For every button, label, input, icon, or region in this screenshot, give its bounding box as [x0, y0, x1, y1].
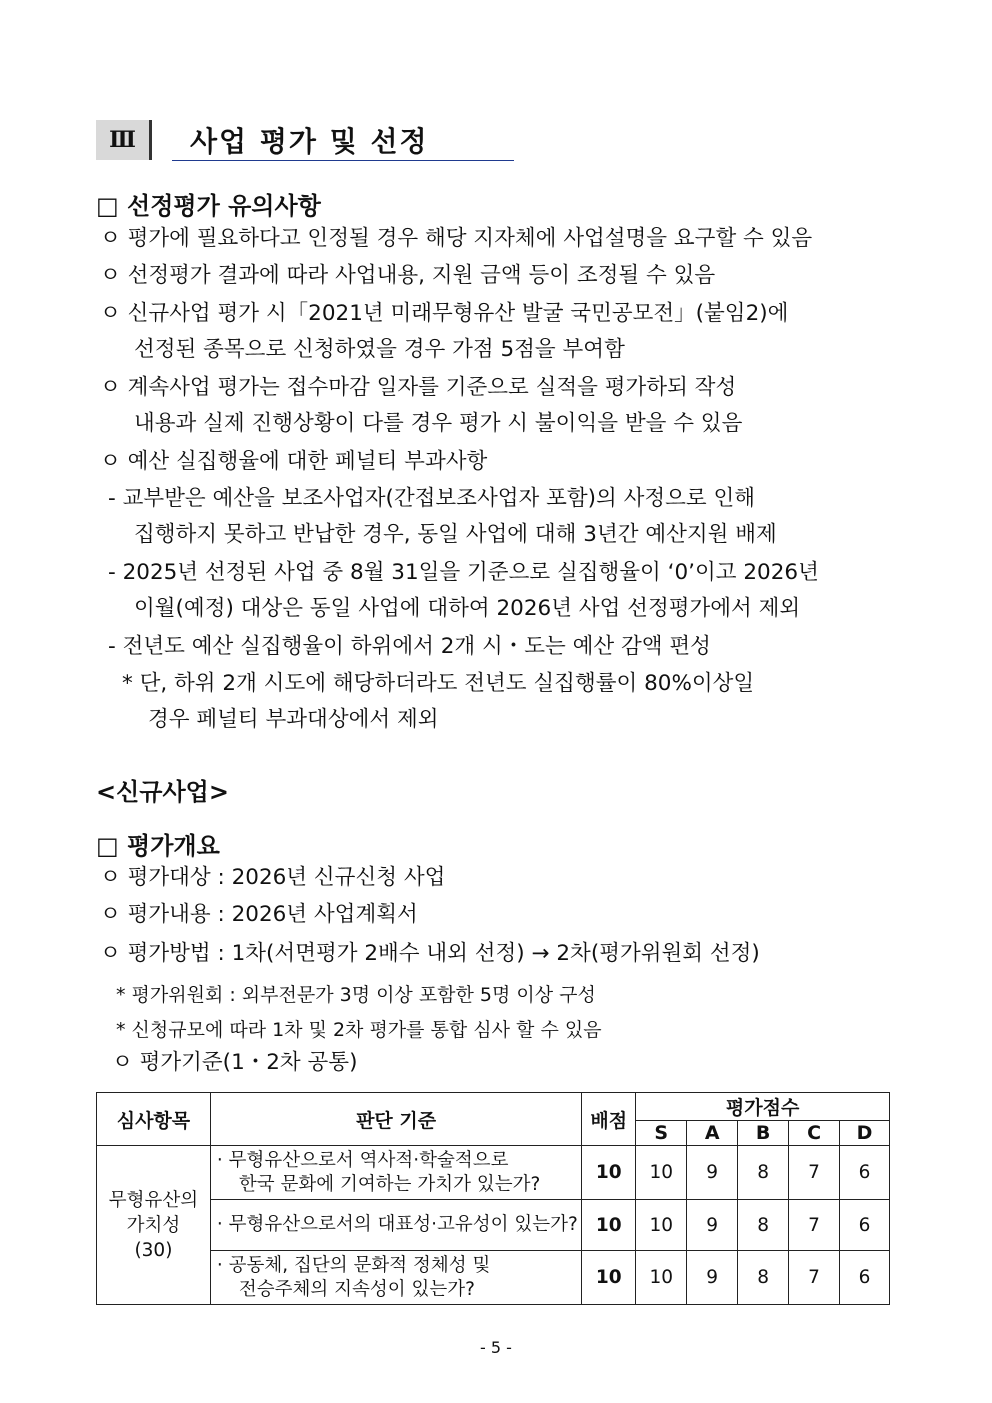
header-criteria: 판단 기준: [210, 1093, 581, 1146]
criteria-line: · 공동체, 집단의 문화적 정체성 및: [216, 1254, 491, 1276]
grade-d: D: [840, 1121, 890, 1146]
score-cell: 9: [687, 1146, 738, 1200]
criteria-cell: [210, 1200, 581, 1251]
grade-c: C: [789, 1121, 840, 1146]
criteria-line: · 무형유산으로서 역사적·학술적으로: [216, 1149, 509, 1171]
section-number: Ⅲ: [96, 120, 152, 160]
category-line: 가치성: [126, 1214, 181, 1236]
note-line: ㅇ 계속사업 평가는 접수마감 일자를 기준으로 실적을 평가하되 작성: [100, 375, 737, 400]
points-cell: 10: [582, 1146, 636, 1200]
note-line: ㅇ 평가에 필요하다고 인정될 경우 해당 지자체에 사업설명을 요구할 수 있음: [100, 226, 813, 251]
score-cell: 7: [789, 1200, 840, 1251]
criteria-line: 전승주체의 지속성이 있는가?: [238, 1278, 475, 1300]
header-item: 심사항목: [97, 1093, 211, 1146]
points-cell: 10: [582, 1200, 636, 1251]
grade-s: S: [636, 1121, 687, 1146]
new-business-heading: <신규사업>: [96, 778, 229, 806]
table-row: [97, 1200, 890, 1251]
table-row: [97, 1251, 890, 1305]
category-cell: [97, 1146, 211, 1305]
header-points: 배점: [582, 1093, 636, 1146]
section-title: 사업 평가 및 선정: [190, 125, 429, 158]
note-line: 내용과 실제 진행상황이 다를 경우 평가 시 불이익을 받을 수 있음: [134, 411, 743, 436]
overview-line: * 평가위원회 : 외부전문가 3명 이상 포함한 5명 이상 구성: [116, 984, 596, 1006]
criteria-line: 한국 문화에 기여하는 가치가 있는가?: [238, 1173, 541, 1195]
category-line: 무형유산의: [108, 1189, 199, 1211]
score-cell: 7: [789, 1146, 840, 1200]
overview-line: ㅇ 평가대상 : 2026년 신규신청 사업: [100, 865, 446, 890]
overview-line: ㅇ 평가기준(1・2차 공통): [112, 1050, 358, 1075]
points-cell: 10: [582, 1251, 636, 1305]
note-line: - 2025년 선정된 사업 중 8월 31일을 기준으로 실집행율이 ‘0’이고 2026년: [108, 560, 819, 585]
score-cell: 6: [840, 1146, 890, 1200]
score-cell: 6: [840, 1251, 890, 1305]
notes-heading: □ 선정평가 유의사항: [96, 192, 321, 220]
score-cell: 8: [738, 1251, 789, 1305]
note-line: 선정된 종목으로 신청하였을 경우 가점 5점을 부여함: [134, 337, 625, 362]
category-line: (30): [134, 1239, 173, 1261]
criteria-cell: [210, 1251, 581, 1305]
note-line: * 단, 하위 2개 시도에 해당하더라도 전년도 실집행률이 80%이상일: [122, 671, 755, 696]
criteria-line: · 무형유산으로서의 대표성·고유성이 있는가?: [216, 1214, 578, 1235]
note-line: ㅇ 선정평가 결과에 따라 사업내용, 지원 금액 등이 조정될 수 있음: [100, 263, 716, 288]
score-cell: 7: [789, 1251, 840, 1305]
grade-b: B: [738, 1121, 789, 1146]
overview-line: ㅇ 평가방법 : 1차(서면평가 2배수 내외 선정) → 2차(평가위원회 선정): [100, 941, 760, 966]
score-cell: 8: [738, 1200, 789, 1251]
note-line: 이월(예정) 대상은 동일 사업에 대하여 2026년 사업 선정평가에서 제외: [134, 596, 801, 621]
evaluation-criteria-table: [96, 1092, 890, 1305]
note-line: ㅇ 예산 실집행율에 대한 페널티 부과사항: [100, 449, 488, 474]
note-line: 집행하지 못하고 반납한 경우, 동일 사업에 대해 3년간 예산지원 배제: [134, 522, 777, 547]
overview-line: ㅇ 평가내용 : 2026년 사업계획서: [100, 902, 418, 927]
score-cell: 6: [840, 1200, 890, 1251]
score-cell: 8: [738, 1146, 789, 1200]
section-title-underline: [172, 160, 514, 161]
criteria-cell: [210, 1146, 581, 1200]
page-number: - 5 -: [480, 1338, 512, 1357]
grade-a: A: [687, 1121, 738, 1146]
note-line: - 교부받은 예산을 보조사업자(간접보조사업자 포함)의 사정으로 인해: [108, 486, 756, 511]
note-line: - 전년도 예산 실집행율이 하위에서 2개 시・도는 예산 감액 편성: [108, 634, 711, 659]
score-cell: 10: [636, 1251, 687, 1305]
note-line: ㅇ 신규사업 평가 시「2021년 미래무형유산 발굴 국민공모전」(붙임2)에: [100, 301, 789, 326]
score-cell: 10: [636, 1146, 687, 1200]
table-row: [97, 1146, 890, 1200]
note-line: 경우 페널티 부과대상에서 제외: [148, 707, 439, 732]
score-cell: 10: [636, 1200, 687, 1251]
score-cell: 9: [687, 1251, 738, 1305]
overview-line: * 신청규모에 따라 1차 및 2차 평가를 통합 심사 할 수 있음: [116, 1019, 602, 1041]
overview-heading: □ 평가개요: [96, 832, 220, 860]
score-cell: 9: [687, 1200, 738, 1251]
header-scores: 평가점수: [636, 1093, 890, 1121]
